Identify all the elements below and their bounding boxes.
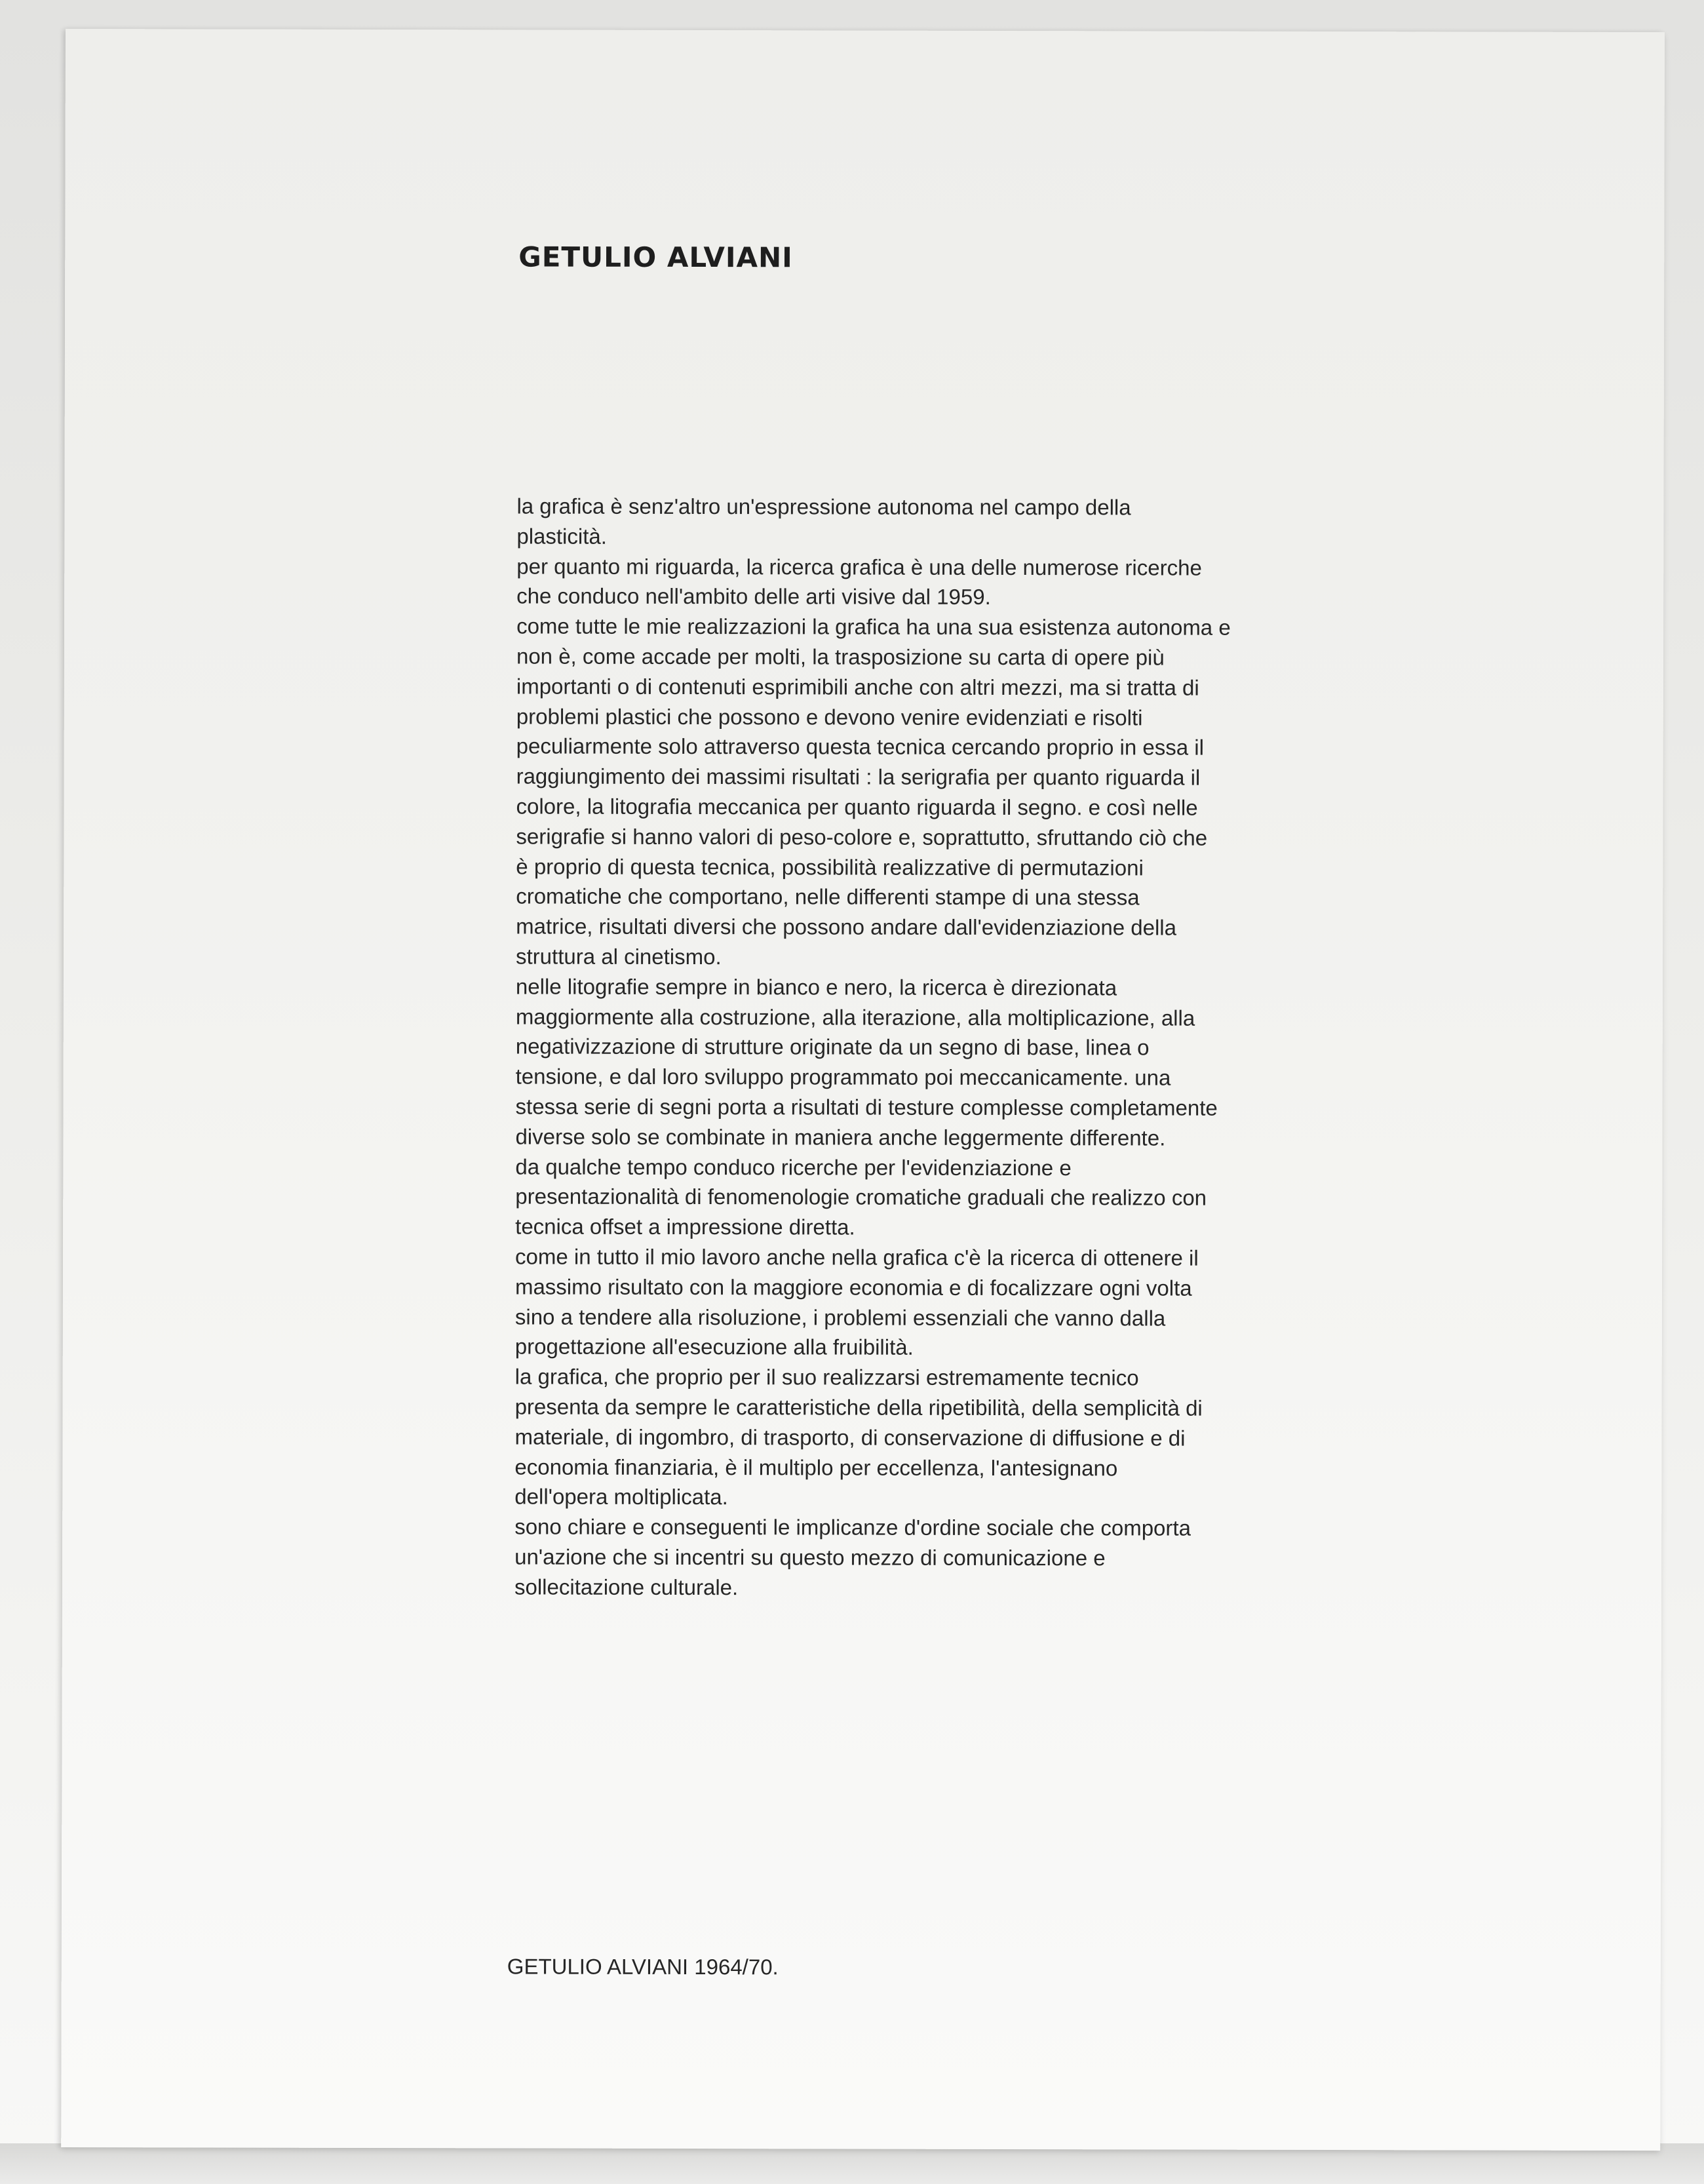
document-body (514, 491, 1264, 1603)
body-line: materiale, di ingombro, di trasporto, di conservazione di diffusione e di (514, 1424, 1186, 1451)
body-line: raggiungimento dei massimi risultati : la serigrafia per quanto riguarda il (516, 764, 1201, 790)
body-line: struttura al cinetismo. (515, 944, 722, 969)
body-line: la grafica, che proprio per il suo realizzarsi estremamente tecnico (514, 1364, 1139, 1390)
body-line: peculiarmente solo attraverso questa tecnica cercando proprio in essa il (516, 733, 1204, 760)
body-line: presenta da sempre le caratteristiche della ripetibilità, della semplicità di (514, 1394, 1203, 1420)
body-line: non è, come accade per molti, la trasposizione su carta di opere più (516, 644, 1165, 670)
paper-sheet (61, 29, 1665, 2151)
body-line: negativizzazione di strutture originate da un segno di base, linea o (515, 1034, 1150, 1060)
body-line: importanti o di contenuti esprimibili anche con altri mezzi, ma si tratta di (516, 674, 1199, 700)
body-line: plasticità. (516, 524, 607, 549)
body-line: è proprio di questa tecnica, possibilità realizzative di permutazioni (516, 854, 1144, 880)
body-line: stessa serie di segni porta a risultati di testure complesse completamente (515, 1094, 1218, 1120)
body-line: maggiormente alla costruzione, alla iterazione, alla moltiplicazione, alla (515, 1004, 1195, 1030)
body-line: problemi plastici che possono e devono venire evidenziati e risolti (516, 704, 1143, 730)
body-line: tensione, e dal loro sviluppo programmato poi meccanicamente. una (515, 1064, 1171, 1090)
body-line: nelle litografie sempre in bianco e nero, la ricerca è direzionata (515, 974, 1117, 1000)
body-line: presentazionalità di fenomenologie cromatiche graduali che realizzo con (515, 1184, 1207, 1210)
body-line: per quanto mi riguarda, la ricerca grafica è una delle numerose ricerche (516, 554, 1202, 580)
body-line: economia finanziaria, è il multiplo per eccellenza, l'antesignano (514, 1454, 1118, 1480)
body-line: cromatiche che comportano, nelle differenti stampe di una stessa (516, 884, 1140, 910)
body-line: come in tutto il mio lavoro anche nella grafica c'è la ricerca di ottenere il (515, 1244, 1199, 1270)
body-line: progettazione all'esecuzione alla fruibilità. (514, 1334, 914, 1360)
document-title: GETULIO ALVIANI (518, 241, 793, 274)
body-line: matrice, risultati diversi che possono andare dall'evidenziazione della (516, 914, 1177, 940)
body-line: che conduco nell'ambito delle arti visive dal 1959. (516, 583, 991, 610)
body-line: sino a tendere alla risoluzione, i problemi essenziali che vanno dalla (514, 1304, 1166, 1331)
body-line: la grafica è senz'altro un'espressione autonoma nel campo della (516, 494, 1131, 520)
body-line: colore, la litografia meccanica per quanto riguarda il segno. e così nelle (516, 794, 1198, 820)
body-line: sollecitazione culturale. (514, 1574, 739, 1599)
body-line: un'azione che si incentri su questo mezzo di comunicazione e (514, 1544, 1106, 1570)
body-line: da qualche tempo conduco ricerche per l'evidenziazione e (515, 1154, 1072, 1180)
body-line: diverse solo se combinate in maniera anche leggermente differente. (515, 1124, 1166, 1150)
body-line: sono chiare e conseguenti le implicanze d'ordine sociale che comporta (514, 1514, 1191, 1540)
body-line: dell'opera moltiplicata. (514, 1484, 728, 1510)
body-line: serigrafie si hanno valori di peso-colore e, soprattutto, sfruttando ciò che (516, 824, 1208, 850)
signature-line: GETULIO ALVIANI 1964/70. (507, 1954, 779, 1979)
body-line: massimo risultato con la maggiore economia e di focalizzare ogni volta (514, 1274, 1192, 1300)
body-line: tecnica offset a impressione diretta. (515, 1214, 855, 1239)
body-line: come tutte le mie realizzazioni la grafica ha una sua esistenza autonoma e (516, 614, 1231, 640)
